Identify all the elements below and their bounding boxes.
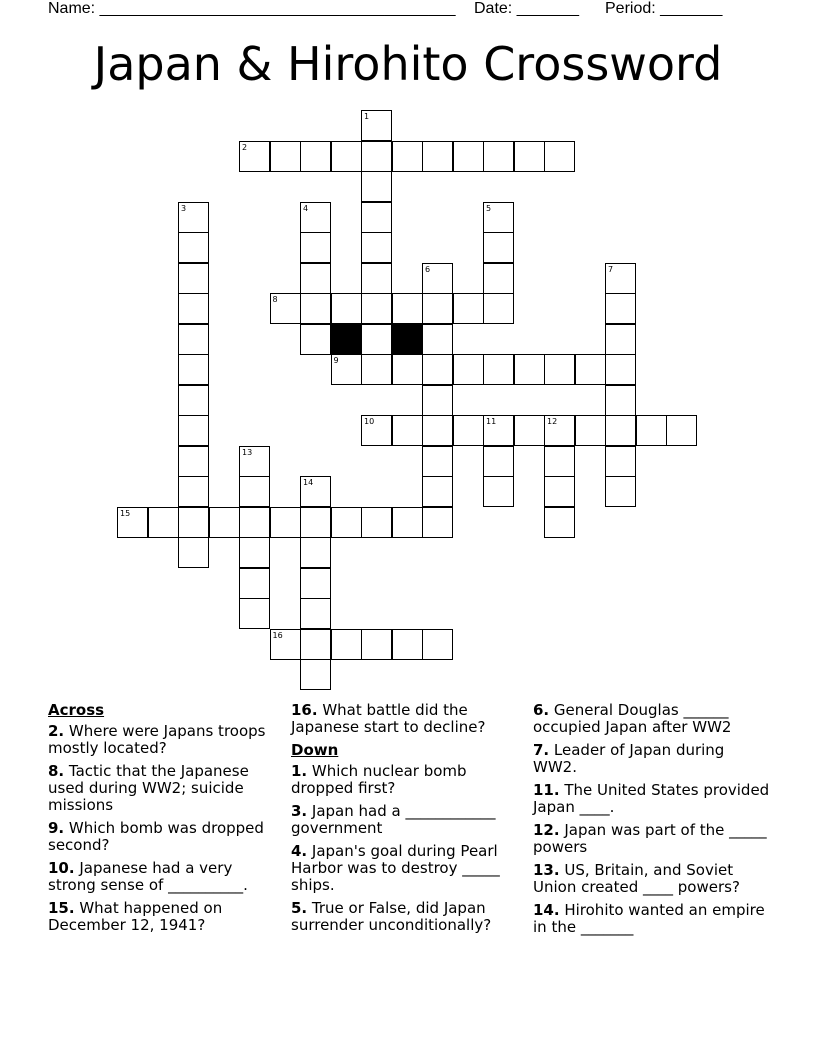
crossword-cell[interactable] [392,293,423,324]
crossword-cell[interactable] [605,385,636,416]
crossword-cell[interactable] [331,141,362,172]
crossword-cell[interactable] [361,263,392,294]
crossword-cell[interactable] [239,446,270,477]
name-field-label: Name: ________________________________________ [48,0,456,17]
clue-number-label: 16. [291,701,318,719]
clue-number-label: 12. [533,821,560,839]
clue-text: Japan's goal during Pearl Harbor was to destroy _____ ships. [291,842,500,894]
clue-number-label: 14. [533,901,560,919]
crossword-cell[interactable] [331,507,362,538]
clue [291,843,519,894]
crossword-cell[interactable] [575,354,606,385]
crossword-cell[interactable] [361,415,392,446]
crossword-cell[interactable] [178,446,209,477]
clue-number: 15 [120,508,131,518]
crossword-cell[interactable] [300,659,331,690]
crossword-cell[interactable] [514,415,545,446]
period-field-label: Period: _______ [605,0,723,17]
crossword-cell[interactable] [239,476,270,507]
clue-text: Japan had a ____________ government [291,802,496,837]
clue [291,702,519,736]
clues-column-1 [48,702,276,940]
crossword-cell[interactable] [605,354,636,385]
crossword-cell[interactable] [178,263,209,294]
clue-text: What happened on December 12, 1941? [48,899,223,934]
crossword-cell[interactable] [300,629,331,660]
clue-text: Japanese had a very strong sense of __________. [48,859,248,894]
crossword-cell[interactable] [178,232,209,263]
crossword-cell[interactable] [300,141,331,172]
crossword-cell[interactable] [361,629,392,660]
crossword-cell[interactable] [361,141,392,172]
crossword-cell[interactable] [178,202,209,233]
crossword-cell[interactable] [605,415,636,446]
crossword-cell[interactable] [239,537,270,568]
crossword-cell[interactable] [422,446,453,477]
crossword-cell[interactable] [422,629,453,660]
crossword-cell[interactable] [483,232,514,263]
clue-text: Which nuclear bomb dropped first? [291,762,467,797]
crossword-cell[interactable] [178,476,209,507]
crossword-cell[interactable] [300,568,331,599]
crossword-cell[interactable] [544,446,575,477]
clue-text: Japan was part of the _____ powers [533,821,767,856]
clue-text: Tactic that the Japanese used during WW2; suicide missions [48,762,249,814]
crossword-cell[interactable] [483,202,514,233]
crossword-cell[interactable] [178,385,209,416]
clues-column-3 [533,702,773,942]
crossword-cell[interactable] [300,598,331,629]
crossword-cell[interactable] [392,354,423,385]
crossword-cell[interactable] [483,354,514,385]
clue [291,803,519,837]
clue-number-label: 3. [291,802,308,820]
crossword-cell[interactable] [270,629,301,660]
crossword-cell[interactable] [605,476,636,507]
crossword-cell[interactable] [300,476,331,507]
crossword-cell[interactable] [392,629,423,660]
crossword-cell[interactable] [605,446,636,477]
crossword-cell[interactable] [483,476,514,507]
clue-text: Leader of Japan during WW2. [533,741,725,776]
crossword-cell[interactable] [300,202,331,233]
clue-number-label: 15. [48,899,75,917]
crossword-cell[interactable] [331,293,362,324]
crossword-cell[interactable] [300,507,331,538]
crossword-cell[interactable] [483,263,514,294]
clue [291,900,519,934]
clue-number: 1 [364,112,370,121]
clue-text: True or False, did Japan surrender unconditionally? [291,899,492,934]
crossword-cell[interactable] [300,324,331,355]
crossword-cell[interactable] [239,568,270,599]
clue-text: Hirohito wanted an empire in the _______ [533,901,765,936]
clue-text: General Douglas ______ occupied Japan after WW2 [533,701,732,736]
clue-number: 9 [333,356,339,365]
crossword-black-cell [331,324,362,355]
crossword-cell[interactable] [483,141,514,172]
clue-number-label: 6. [533,701,550,719]
crossword-cell[interactable] [300,537,331,568]
crossword-cell[interactable] [392,141,423,172]
clue [533,782,773,816]
crossword-cell[interactable] [666,415,697,446]
clue-text: Which bomb was dropped second? [48,819,264,854]
crossword-black-cell [392,324,423,355]
clue-section-heading: Down [291,741,339,759]
clue-number-label: 8. [48,762,65,780]
crossword-cell[interactable] [392,507,423,538]
crossword-cell[interactable] [422,354,453,385]
clue [48,900,276,934]
crossword-cell[interactable] [361,171,392,202]
crossword-cell[interactable] [300,232,331,263]
crossword-cell[interactable] [178,415,209,446]
crossword-cell[interactable] [544,354,575,385]
clue-number-label: 2. [48,722,65,740]
crossword-cell[interactable] [544,507,575,538]
crossword-cell[interactable] [453,141,484,172]
clue [48,763,276,814]
crossword-cell[interactable] [575,415,606,446]
clue-number-label: 1. [291,762,308,780]
clue [533,902,773,936]
crossword-cell[interactable] [453,354,484,385]
crossword-cell[interactable] [239,598,270,629]
crossword-cell[interactable] [392,415,423,446]
clue-number: 2 [242,142,248,152]
crossword-cell[interactable] [117,507,148,538]
crossword-cell[interactable] [483,293,514,324]
crossword-cell[interactable] [178,507,209,538]
clue-text: US, Britain, and Soviet Union created ____ powers? [533,861,740,896]
clue [48,860,276,894]
crossword-cell[interactable] [331,354,362,385]
crossword-cell[interactable] [453,293,484,324]
crossword-cell[interactable] [270,293,301,324]
crossword-cell[interactable] [178,354,209,385]
crossword-cell[interactable] [514,141,545,172]
clue-number: 16 [272,630,283,640]
date-field-label: Date: _______ [474,0,579,17]
crossword-cell[interactable] [422,476,453,507]
crossword-cell[interactable] [209,507,240,538]
crossword-cell[interactable] [361,507,392,538]
crossword-cell[interactable] [178,324,209,355]
clue-text: What battle did the Japanese start to decline? [291,701,486,736]
clue-number: 12 [547,417,558,426]
clue-number: 6 [425,264,431,274]
crossword-cell[interactable] [636,415,667,446]
crossword-cell[interactable] [270,507,301,538]
crossword-cell[interactable] [453,415,484,446]
crossword-cell[interactable] [331,629,362,660]
clue-number: 4 [303,203,309,213]
clue-number: 8 [272,295,278,304]
crossword-cell[interactable] [361,293,392,324]
crossword-cell[interactable] [270,141,301,172]
crossword-cell[interactable] [178,293,209,324]
clue-number-label: 9. [48,819,65,837]
crossword-cell[interactable] [605,263,636,294]
crossword-cell[interactable] [361,110,392,141]
clue [533,742,773,776]
clue-number-label: 4. [291,842,308,860]
clue [533,702,773,736]
clue-number: 10 [364,417,375,426]
crossword-cell[interactable] [605,324,636,355]
clue-number-label: 10. [48,859,75,877]
crossword-cell[interactable] [361,324,392,355]
clue-number: 5 [486,203,492,213]
crossword-cell[interactable] [544,476,575,507]
crossword-cell[interactable] [422,415,453,446]
clue [291,763,519,797]
crossword-cell[interactable] [422,507,453,538]
crossword-cell[interactable] [422,385,453,416]
crossword-cell[interactable] [239,507,270,538]
clue-number-label: 7. [533,741,550,759]
crossword-cell[interactable] [422,293,453,324]
crossword-cell[interactable] [544,415,575,446]
clue [533,862,773,896]
crossword-cell[interactable] [239,141,270,172]
crossword-cell[interactable] [178,537,209,568]
crossword-cell[interactable] [605,293,636,324]
clue-number-label: 11. [533,781,560,799]
crossword-cell[interactable] [300,293,331,324]
clues-column-2 [291,702,519,940]
crossword-cell[interactable] [483,446,514,477]
clue-text: Where were Japans troops mostly located? [48,722,266,757]
crossword-cell[interactable] [361,354,392,385]
crossword-cell[interactable] [422,263,453,294]
clue-section-heading: Across [48,701,105,719]
clue-number-label: 5. [291,899,308,917]
crossword-cell[interactable] [514,354,545,385]
clue-number: 11 [486,417,497,426]
crossword-cell[interactable] [361,232,392,263]
crossword-cell[interactable] [422,324,453,355]
page-title: Japan & Hirohito Crossword [93,37,723,91]
crossword-cell[interactable] [300,263,331,294]
crossword-cell[interactable] [148,507,179,538]
crossword-cell[interactable] [544,141,575,172]
clue [533,822,773,856]
crossword-cell[interactable] [483,415,514,446]
clue-text: The United States provided Japan ____. [533,781,770,816]
clue [48,820,276,854]
clue-number: 3 [181,203,187,213]
clue-number: 7 [608,264,614,274]
clue [48,723,276,757]
clue-number: 13 [242,447,253,457]
crossword-cell[interactable] [361,202,392,233]
crossword-cell[interactable] [422,141,453,172]
clue-number-label: 13. [533,861,560,879]
clue-number: 14 [303,478,314,487]
